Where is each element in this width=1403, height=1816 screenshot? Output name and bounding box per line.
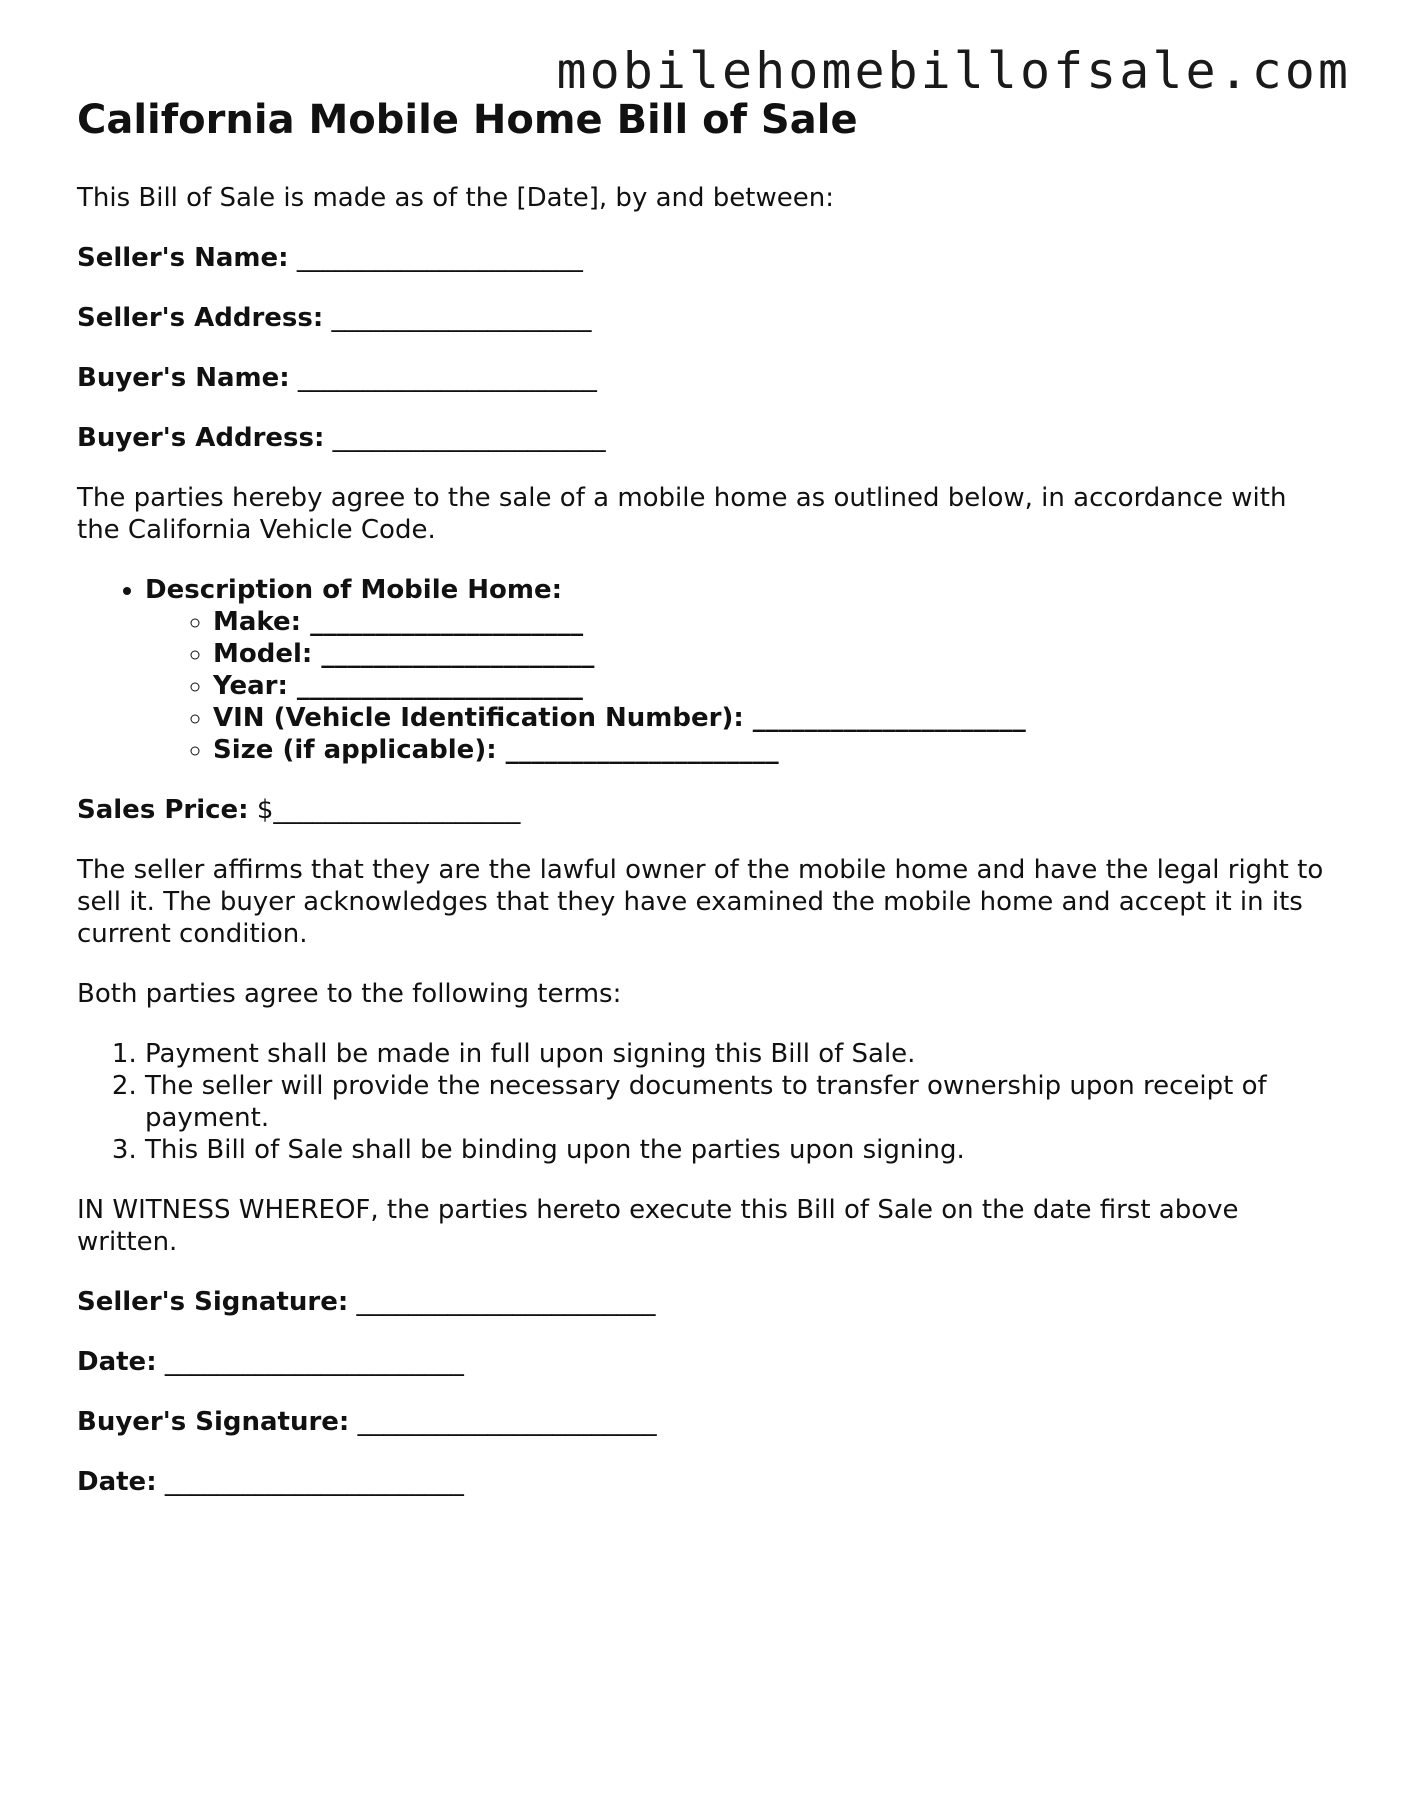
seller-name-label: Seller's Name: xyxy=(77,243,289,273)
description-list xyxy=(77,574,1327,766)
seller-date-blank[interactable]: _______________________ xyxy=(164,1347,464,1377)
model-label: Model: xyxy=(213,639,313,669)
description-item xyxy=(145,574,1327,766)
buyer-date-blank[interactable]: _______________________ xyxy=(164,1467,464,1497)
buyer-address-field xyxy=(77,422,1327,454)
size-field xyxy=(213,734,1327,766)
buyer-name-field xyxy=(77,362,1327,394)
description-heading: Description of Mobile Home: xyxy=(145,575,563,605)
sales-price-label: Sales Price: xyxy=(77,795,249,825)
description-sublist xyxy=(145,606,1327,766)
buyer-date-field xyxy=(77,1466,1327,1498)
seller-address-label: Seller's Address: xyxy=(77,303,324,333)
year-field xyxy=(213,670,1327,702)
vin-field xyxy=(213,702,1327,734)
sales-price-field xyxy=(77,794,1327,826)
make-blank[interactable]: _____________________ xyxy=(310,607,584,637)
seller-signature-label: Seller's Signature: xyxy=(77,1287,349,1317)
intro-paragraph: This Bill of Sale is made as of the [Date], by and between: xyxy=(77,183,834,213)
seller-signature-field xyxy=(77,1286,1327,1318)
size-blank[interactable]: _____________________ xyxy=(505,735,779,765)
vin-label: VIN (Vehicle Identification Number): xyxy=(213,703,744,733)
buyer-name-blank[interactable]: _______________________ xyxy=(297,363,597,393)
seller-name-blank[interactable]: ______________________ xyxy=(296,243,583,273)
seller-address-field xyxy=(77,302,1327,334)
size-label: Size (if applicable): xyxy=(213,735,497,765)
bill-of-sale-document xyxy=(77,92,1327,1526)
sales-price-blank[interactable]: $___________________ xyxy=(256,795,521,825)
year-label: Year: xyxy=(213,671,288,701)
buyer-signature-field xyxy=(77,1406,1327,1438)
term-item: 2. The seller will provide the necessary documents to transfer ownership upon receipt of payment. xyxy=(145,1070,1327,1134)
witness-paragraph: IN WITNESS WHEREOF, the parties hereto execute this Bill of Sale on the date first above written. xyxy=(77,1195,1239,1257)
model-blank[interactable]: _____________________ xyxy=(321,639,595,669)
terms-intro: Both parties agree to the following terms: xyxy=(77,979,622,1009)
seller-date-field xyxy=(77,1346,1327,1378)
term-item: 1. Payment shall be made in full upon signing this Bill of Sale. xyxy=(145,1038,1327,1070)
vin-blank[interactable]: _____________________ xyxy=(752,703,1026,733)
site-watermark: mobilehomebillofsale.com xyxy=(556,42,1351,100)
term-item: 3. This Bill of Sale shall be binding upon the parties upon signing. xyxy=(145,1134,1327,1166)
buyer-signature-label: Buyer's Signature: xyxy=(77,1407,350,1437)
buyer-signature-blank[interactable]: _______________________ xyxy=(357,1407,657,1437)
make-label: Make: xyxy=(213,607,302,637)
buyer-name-label: Buyer's Name: xyxy=(77,363,290,393)
seller-signature-blank[interactable]: _______________________ xyxy=(356,1287,656,1317)
buyer-address-label: Buyer's Address: xyxy=(77,423,325,453)
affirmation-paragraph: The seller affirms that they are the lawful owner of the mobile home and have the legal right to sell it. The buyer acknowledges that they have examined the mobile home and accept it in its current condition. xyxy=(77,855,1324,949)
seller-date-label: Date: xyxy=(77,1347,157,1377)
seller-address-blank[interactable]: ____________________ xyxy=(331,303,592,333)
make-field xyxy=(213,606,1327,638)
buyer-date-label: Date: xyxy=(77,1467,157,1497)
agreement-paragraph: The parties hereby agree to the sale of a mobile home as outlined below, in accordance with the California Vehicle Code. xyxy=(77,483,1287,545)
document-title: California Mobile Home Bill of Sale xyxy=(77,97,858,143)
year-blank[interactable]: ______________________ xyxy=(296,671,583,701)
buyer-address-blank[interactable]: _____________________ xyxy=(332,423,606,453)
model-field xyxy=(213,638,1327,670)
seller-name-field xyxy=(77,242,1327,274)
terms-list xyxy=(77,1038,1327,1166)
